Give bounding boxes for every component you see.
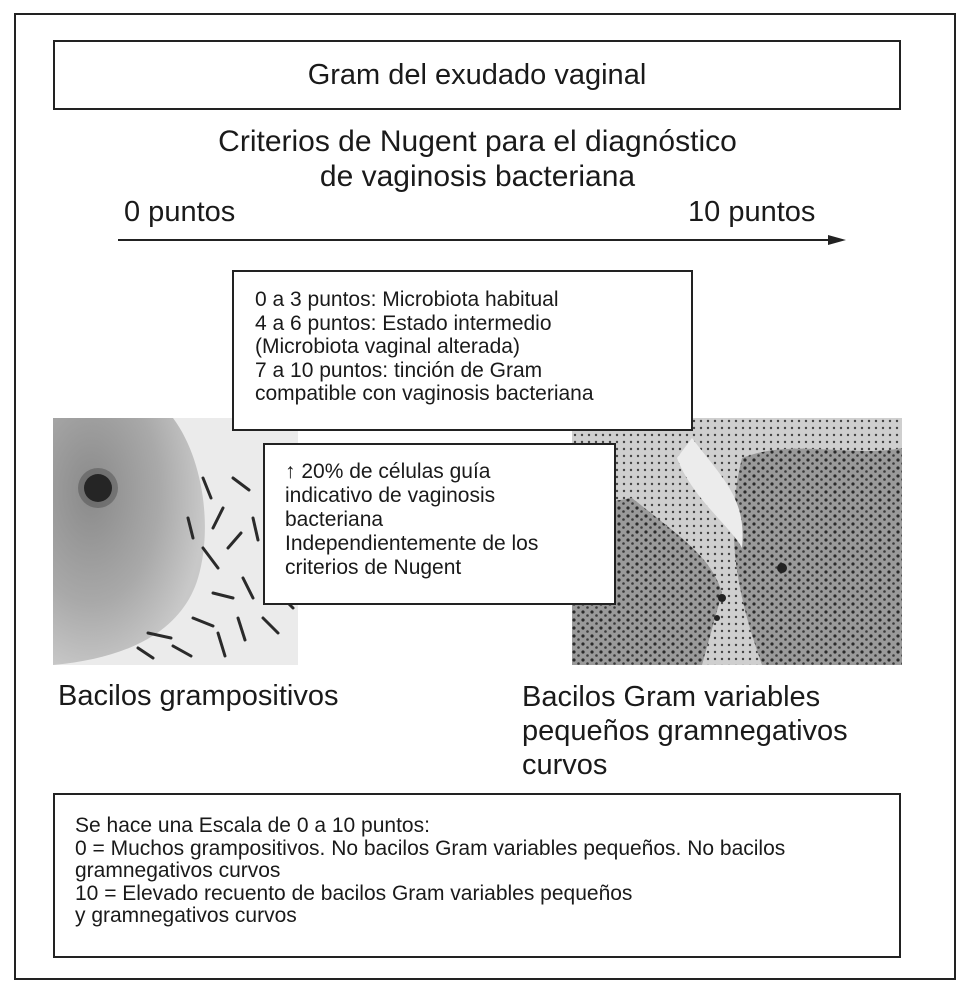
scale-explanation-line: 0 = Muchos grampositivos. No bacilos Gram variables pequeños. No bacilos xyxy=(75,836,786,860)
criteria-line: 7 a 10 puntos: tinción de Gram xyxy=(255,358,543,382)
gramnegative-micrograph xyxy=(572,418,902,665)
subtitle-line: Criterios de Nugent para el diagnóstico xyxy=(218,125,737,158)
clue-cells-box xyxy=(263,443,616,605)
scale-explanation-line: gramnegativos curvos xyxy=(75,859,281,882)
clue-cells-line: criterios de Nugent xyxy=(285,556,462,579)
diagram-title: Gram del exudado vaginal xyxy=(307,58,647,91)
criteria-line: (Microbiota vaginal alterada) xyxy=(255,335,520,358)
scale-explanation-line: Se hace una Escala de 0 a 10 puntos: xyxy=(75,814,430,837)
gramnegative-label xyxy=(522,680,848,782)
clue-cells-line: Independientemente de los xyxy=(285,532,539,555)
gramnegative-label-line: curvos xyxy=(522,749,608,781)
clue-cells-line: bacteriana xyxy=(285,508,384,531)
scale-explanation-line: 10 = Elevado recuento de bacilos Gram variables pequeños xyxy=(75,881,633,905)
subtitle-line: de vaginosis bacteriana xyxy=(319,160,636,193)
scale-min-label: 0 puntos xyxy=(124,196,236,228)
gramnegative-label-line: pequeños gramnegativos xyxy=(522,715,848,747)
clue-cells-line: indicativo de vaginosis xyxy=(285,484,496,507)
subtitle xyxy=(90,124,865,194)
clue-cells-line: ↑ 20% de células guía xyxy=(285,460,491,483)
scale-max-label: 10 puntos xyxy=(688,196,816,228)
grampositive-micrograph xyxy=(53,418,298,665)
title-box xyxy=(53,40,901,110)
criteria-line: 4 a 6 puntos: Estado intermedio xyxy=(255,311,552,335)
scale-explanation-box xyxy=(53,793,901,958)
nugent-criteria-box xyxy=(232,270,693,431)
scale-explanation-line: y gramnegativos curvos xyxy=(75,904,297,927)
scale-arrow-icon xyxy=(118,232,848,248)
grampositive-label: Bacilos grampositivos xyxy=(58,680,339,712)
gramnegative-label-line: Bacilos Gram variables xyxy=(522,681,821,713)
criteria-line: 0 a 3 puntos: Microbiota habitual xyxy=(255,288,559,311)
criteria-line: compatible con vaginosis bacteriana xyxy=(255,382,594,405)
